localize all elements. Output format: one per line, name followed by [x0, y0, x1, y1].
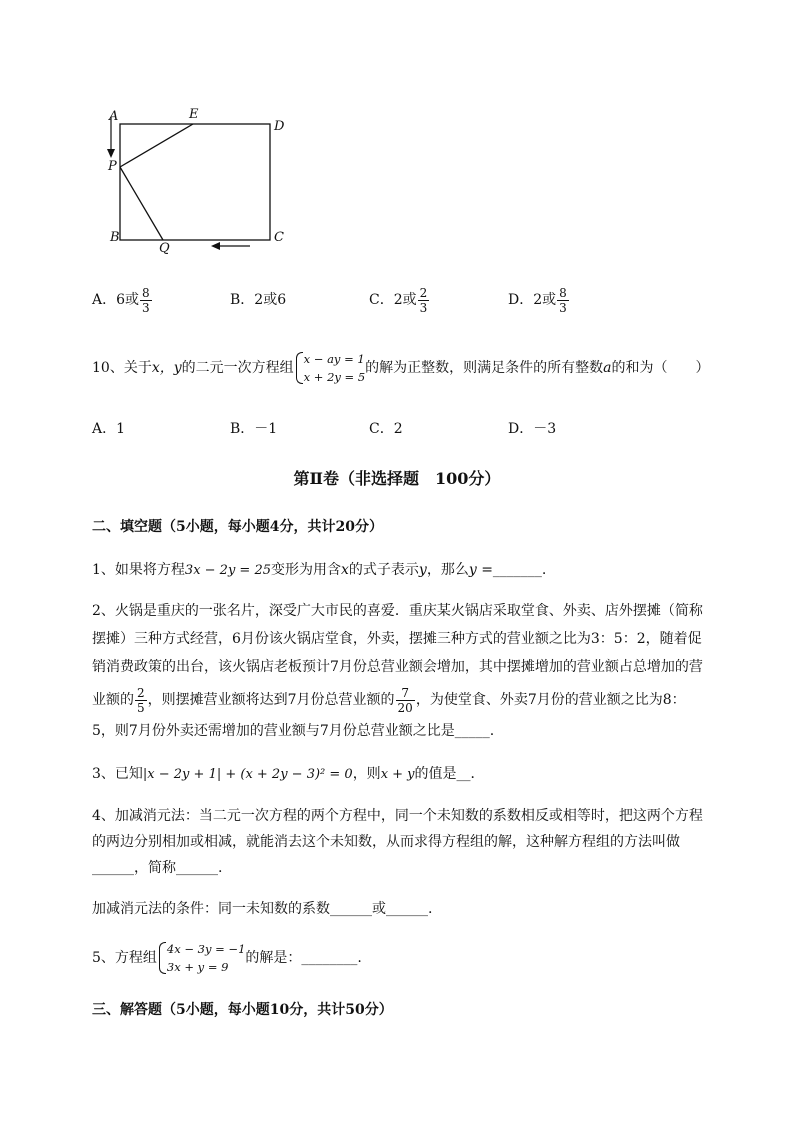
- fraction: $\frac{2}{3}$: [419, 285, 428, 315]
- fraction: $\frac{8}{3}$: [142, 285, 150, 315]
- fill-question-4-line3: ______，简称______.: [92, 860, 223, 876]
- label-q: Q: [159, 241, 170, 256]
- fill-question-5: 5、方程组 4x − 3y = −1 3x + y = 9 的解是：________.: [92, 942, 362, 974]
- fraction: $\frac{7}{20}$: [397, 685, 413, 715]
- part2-title: 第Ⅱ卷（非选择题 100分）: [293, 469, 501, 488]
- arrow-left-head: [211, 242, 220, 250]
- q10-stem: 10、关于x，y的二元一次方程组 x − ay = 1 x + 2y = 5 的解为正整数，则满足条件的所有整数a的和为（ ）: [92, 352, 710, 384]
- q10-option-c[interactable]: C．2: [369, 421, 403, 437]
- q9-option-d[interactable]: D．2或 $\frac{8}{3}$: [508, 285, 567, 315]
- fraction: $\frac{8}{3}$: [559, 285, 567, 315]
- figure-svg: [100, 105, 300, 265]
- fraction: $\frac{2}{5}$: [137, 685, 145, 715]
- fill-question-1: 1、如果将方程3x − 2y = 25变形为用含x的式子表示y，那么y =_______.: [92, 562, 547, 578]
- rect-abcd: [120, 124, 270, 240]
- q9-option-c[interactable]: C．2或 $\frac{2}{3}$: [369, 285, 428, 315]
- fill-question-2-line1: 2、火锅是重庆的一张名片，深受广大市民的喜爱．重庆某火锅店采取堂食、外卖、店外摆摊（简称: [92, 603, 703, 619]
- label-d: D: [274, 119, 285, 134]
- fill-question-4-line2: 的两边分别相加或相减，就能消去这个未知数，从而求得方程组的解，这种解方程组的方法叫做: [92, 834, 680, 850]
- equation-system: x − ay = 1 x + 2y = 5: [296, 350, 366, 386]
- fill-question-2-line2: 摆摊）三种方式经营，6月份该火锅店堂食，外卖，摆摊三种方式的营业额之比为3：5：2，随着促: [92, 631, 702, 647]
- label-e: E: [189, 107, 199, 122]
- section3-title: 三、解答题（5小题，每小题10分，共计50分）: [92, 1002, 393, 1018]
- label-a: A: [109, 109, 119, 124]
- arrow-down-head: [107, 149, 115, 158]
- q10-option-a[interactable]: A．1: [92, 421, 126, 437]
- segment-pe: [120, 124, 193, 167]
- segment-pq: [120, 167, 163, 240]
- fill-question-2-line5: 5，则7月份外卖还需增加的营业额与7月份总营业额之比是_____.: [92, 723, 495, 739]
- q10-options: [92, 411, 692, 447]
- label-p: P: [108, 159, 117, 174]
- section2-title: 二、填空题（5小题，每小题4分，共计20分）: [92, 519, 383, 535]
- q10-option-b[interactable]: B．－1: [230, 421, 278, 437]
- fill-question-2-line4: 业额的 $\frac{2}{5}$ ，则摆摊营业额将达到7月份总营业额的 $\frac{7}{20}$ ，为使堂食、外卖7月份的营业额之比为8：: [92, 685, 686, 715]
- label-b: B: [110, 230, 120, 245]
- rectangle-figure: [100, 105, 300, 265]
- q9-option-a[interactable]: A．6或 $\frac{8}{3}$: [92, 285, 150, 315]
- label-c: C: [274, 230, 284, 245]
- fill-question-3: 3、已知|x − 2y + 1| + (x + 2y − 3)² = 0，则x + y的值是__．: [92, 766, 485, 782]
- fill-question-4-line4: 加减消元法的条件：同一未知数的系数______或______.: [92, 901, 433, 917]
- q9-options: [92, 282, 692, 318]
- q9-option-b[interactable]: B．2或6: [230, 292, 287, 308]
- fill-question-2-line3: 销消费政策的出台，该火锅店老板预计7月份总营业额会增加，其中摆摊增加的营业额占总增加的营: [92, 659, 703, 675]
- equation-system: 4x − 3y = −1 3x + y = 9: [159, 940, 245, 976]
- q10-option-d[interactable]: D．－3: [508, 421, 557, 437]
- fill-question-4-line1: 4、加减消元法：当二元一次方程的两个方程中，同一个未知数的系数相反或相等时，把这两个方程: [92, 808, 703, 824]
